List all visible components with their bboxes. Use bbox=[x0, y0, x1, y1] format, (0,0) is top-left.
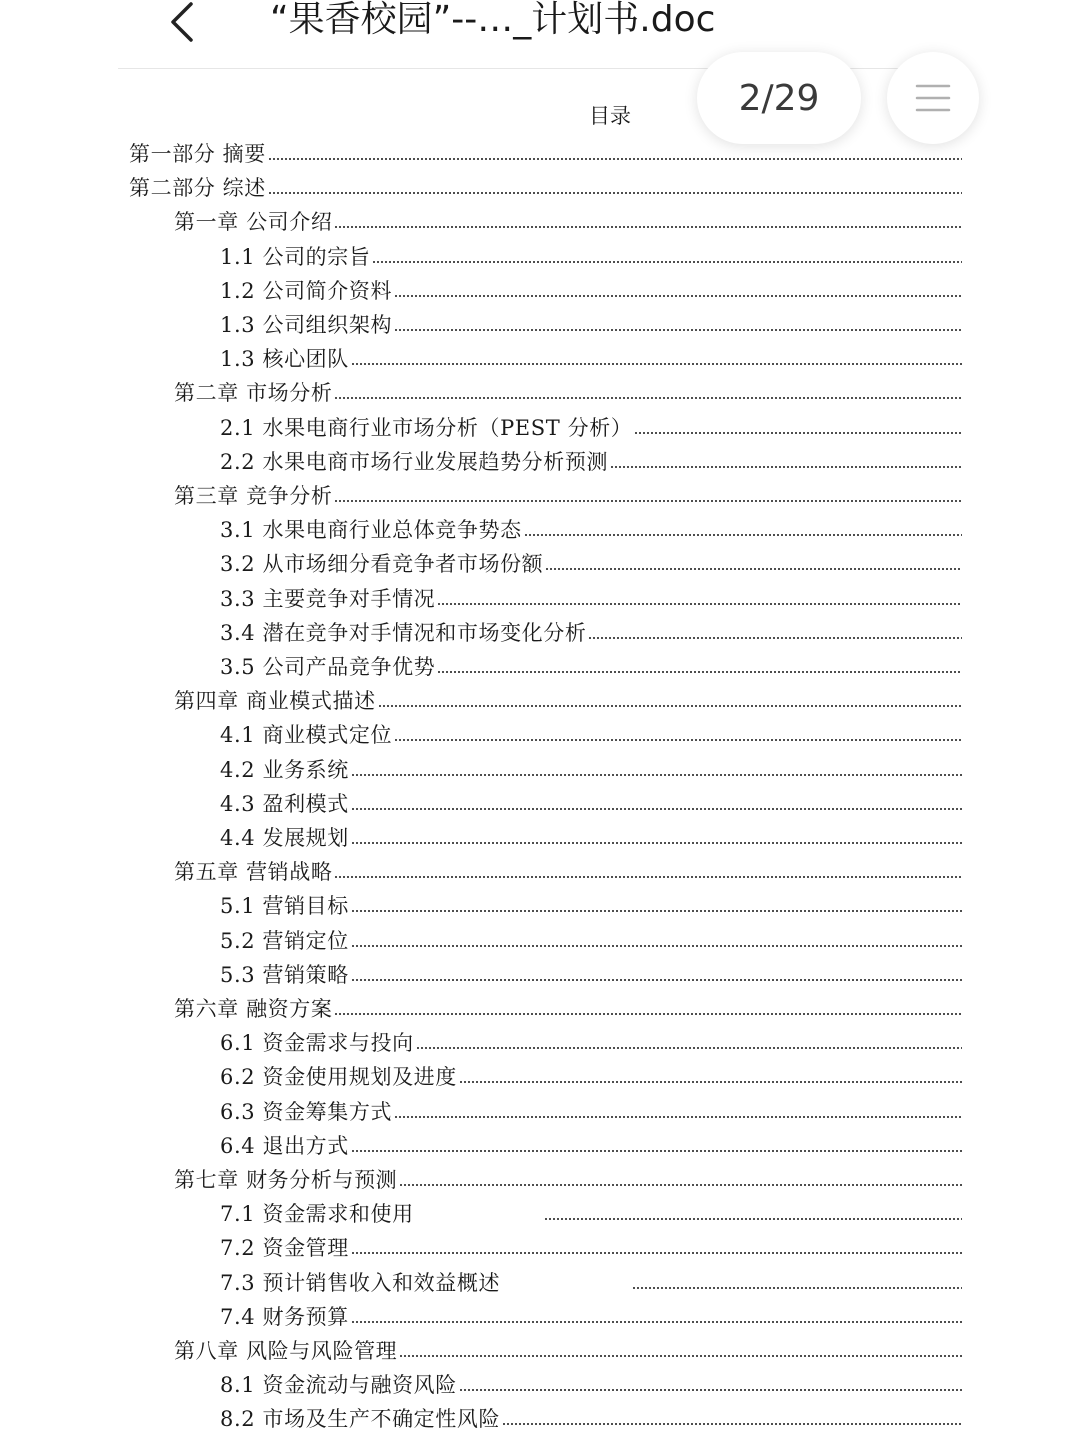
toc-entry-label: 1.3 核心团队 bbox=[220, 347, 349, 372]
toc-leader-dots bbox=[634, 430, 962, 436]
back-button[interactable] bbox=[160, 0, 204, 44]
toc-leader-dots bbox=[588, 635, 962, 641]
toc-leader-dots bbox=[351, 908, 962, 914]
toc-entry-label: 4.1 商业模式定位 bbox=[220, 723, 393, 748]
toc-entry[interactable] bbox=[129, 169, 962, 203]
toc-entry-label: 第七章 财务分析与预测 bbox=[174, 1168, 398, 1192]
document-title: “果香校园”--…_计划书.doc bbox=[270, 0, 716, 40]
toc-entry-label: 4.4 发展规划 bbox=[220, 826, 349, 850]
toc-entry[interactable] bbox=[174, 1161, 962, 1195]
toc-entry[interactable] bbox=[129, 135, 962, 169]
toc-entry[interactable] bbox=[220, 716, 962, 750]
toc-entry-label: 第二章 市场分析 bbox=[174, 381, 333, 406]
toc-leader-dots bbox=[545, 566, 962, 572]
toc-entry-label: 第五章 营销战略 bbox=[174, 860, 333, 885]
toc-entry[interactable] bbox=[220, 887, 962, 921]
toc-entry-label: 7.4 财务预算 bbox=[220, 1304, 349, 1329]
toc-entry-label: 第一章 公司介绍 bbox=[174, 210, 333, 235]
toc-entry[interactable] bbox=[220, 648, 962, 682]
toc-entry-label: 5.1 营销目标 bbox=[220, 894, 349, 919]
toc-entry-label: 1.1 公司的宗旨 bbox=[220, 244, 371, 269]
toc-entry[interactable] bbox=[220, 340, 962, 374]
toc-entry-label: 第一部分 摘要 bbox=[129, 142, 266, 166]
toc-entry[interactable] bbox=[220, 443, 962, 477]
hamburger-menu-icon bbox=[915, 83, 951, 113]
toc-leader-dots bbox=[351, 977, 962, 983]
toc-entry[interactable] bbox=[220, 1400, 962, 1434]
toc-entry[interactable] bbox=[220, 922, 962, 956]
toc-leader-dots bbox=[632, 1285, 962, 1291]
toc-leader-dots bbox=[351, 806, 962, 812]
toc-leader-dots bbox=[394, 327, 962, 333]
toc-entry[interactable] bbox=[220, 272, 962, 306]
toc-entry-label: 5.2 营销定位 bbox=[220, 928, 349, 953]
toc-leader-dots bbox=[351, 361, 962, 367]
menu-button[interactable] bbox=[887, 52, 979, 144]
toc-entry[interactable] bbox=[174, 477, 962, 511]
toc-leader-dots bbox=[437, 601, 962, 607]
toc-entry-label: 第四章 商业模式描述 bbox=[174, 689, 376, 714]
toc-entry-label: 7.1 资金需求和使用 bbox=[220, 1202, 414, 1227]
toc-entry-label: 第六章 融资方案 bbox=[174, 997, 333, 1021]
toc-entry[interactable] bbox=[220, 819, 962, 853]
toc-entry-label: 3.3 主要竞争对手情况 bbox=[220, 586, 436, 611]
toc-entry[interactable] bbox=[220, 1195, 962, 1229]
toc-leader-dots bbox=[459, 1387, 962, 1393]
toc-entry-label: 5.3 营销策略 bbox=[220, 962, 349, 987]
toc-entry-label: 1.2 公司简介资料 bbox=[220, 278, 393, 303]
page-indicator[interactable]: 2/29 bbox=[697, 52, 861, 144]
toc-entry[interactable] bbox=[220, 306, 962, 340]
page-margin bbox=[962, 40, 1080, 160]
toc-entry-label: 6.1 资金需求与投向 bbox=[220, 1031, 414, 1056]
toc-entry-label: 1.3 公司组织架构 bbox=[220, 313, 393, 337]
toc-entry[interactable] bbox=[220, 1058, 962, 1092]
toc-entry-label: 6.2 资金使用规划及进度 bbox=[220, 1065, 457, 1090]
toc-leader-dots bbox=[334, 395, 962, 401]
toc-leader-dots bbox=[334, 224, 962, 230]
toc-entry-label: 第三章 竞争分析 bbox=[174, 484, 333, 508]
toc-heading: 目录 bbox=[589, 104, 631, 128]
toc-entry-label: 3.2 从市场细分看竞争者市场份额 bbox=[220, 552, 544, 577]
toc-leader-dots bbox=[351, 772, 962, 778]
toc-entry-label: 2.1 水果电商行业市场分析（PEST 分析） bbox=[220, 415, 633, 440]
toc-entry-label: 8.1 资金流动与融资风险 bbox=[220, 1373, 457, 1398]
toc-leader-dots bbox=[399, 1182, 962, 1188]
toc-leader-dots bbox=[394, 1114, 962, 1120]
toc-entry[interactable] bbox=[220, 1264, 962, 1298]
toc-leader-dots bbox=[334, 1011, 962, 1017]
toc-entry[interactable] bbox=[174, 374, 962, 408]
toc-leader-dots bbox=[459, 1079, 962, 1085]
toc-leader-dots bbox=[416, 1045, 962, 1051]
toc-entry[interactable] bbox=[174, 203, 962, 237]
toc-entry[interactable] bbox=[220, 956, 962, 990]
toc-entry-label: 7.2 资金管理 bbox=[220, 1236, 349, 1261]
toc-entry-label: 第二部分 综述 bbox=[129, 176, 266, 201]
toc-leader-dots bbox=[399, 1353, 962, 1359]
toc-entry-label: 2.2 水果电商市场行业发展趋势分析预测 bbox=[220, 449, 609, 474]
toc-leader-dots bbox=[351, 1250, 962, 1256]
toc-entry[interactable] bbox=[220, 580, 962, 614]
toc-leader-dots bbox=[268, 190, 962, 196]
toc-leader-dots bbox=[378, 703, 962, 709]
toc-leader-dots bbox=[394, 737, 962, 743]
toc-entry[interactable] bbox=[220, 751, 962, 785]
toc-leader-dots bbox=[544, 1216, 962, 1222]
toc-leader-dots bbox=[610, 464, 962, 470]
toc-entry-label: 6.3 资金筹集方式 bbox=[220, 1099, 393, 1124]
toc-entry[interactable] bbox=[220, 545, 962, 579]
toc-leader-dots bbox=[351, 1319, 962, 1325]
toc-leader-dots bbox=[268, 156, 962, 162]
toc-entry-label: 7.3 预计销售收入和效益概述 bbox=[220, 1270, 501, 1295]
toc-entry[interactable] bbox=[220, 785, 962, 819]
toc-leader-dots bbox=[334, 498, 962, 504]
toc-entry-label: 3.4 潜在竞争对手情况和市场变化分析 bbox=[220, 620, 587, 645]
toc-entry[interactable] bbox=[220, 238, 962, 272]
toc-entry-label: 第八章 风险与风险管理 bbox=[174, 1339, 398, 1363]
toc-leader-dots bbox=[372, 259, 962, 265]
toc-entry[interactable] bbox=[220, 1127, 962, 1161]
toc-entry[interactable] bbox=[174, 682, 962, 716]
toc-leader-dots bbox=[351, 840, 962, 846]
toc-entry-label: 8.2 市场及生产不确定性风险 bbox=[220, 1407, 501, 1432]
toc-leader-dots bbox=[334, 874, 962, 880]
toc-leader-dots bbox=[351, 943, 962, 949]
toc-entry[interactable] bbox=[174, 990, 962, 1024]
toc-leader-dots bbox=[394, 293, 962, 299]
toc-leader-dots bbox=[502, 1421, 962, 1427]
toc-entry[interactable] bbox=[220, 511, 962, 545]
toc-entry[interactable] bbox=[220, 409, 962, 443]
toc-entry[interactable] bbox=[220, 1229, 962, 1263]
toc-entry[interactable] bbox=[174, 1332, 962, 1366]
toc-entry-label: 6.4 退出方式 bbox=[220, 1133, 349, 1158]
toc-leader-dots bbox=[351, 1148, 962, 1154]
toc-entry-label: 4.2 业务系统 bbox=[220, 757, 349, 782]
toc-entry[interactable] bbox=[220, 1366, 962, 1400]
toc-entry-label: 3.5 公司产品竞争优势 bbox=[220, 655, 436, 679]
toc-entry[interactable] bbox=[174, 853, 962, 887]
toc-entry[interactable] bbox=[220, 1298, 962, 1332]
toc-entry-label: 4.3 盈利模式 bbox=[220, 791, 349, 816]
toc-entry[interactable] bbox=[220, 1024, 962, 1058]
toc-entry[interactable] bbox=[220, 1093, 962, 1127]
toc-leader-dots bbox=[437, 669, 962, 675]
toc-leader-dots bbox=[524, 532, 962, 538]
toc-entry[interactable] bbox=[220, 614, 962, 648]
toc-entry-label: 3.1 水果电商行业总体竞争势态 bbox=[220, 518, 522, 543]
chevron-left-icon bbox=[167, 0, 197, 44]
